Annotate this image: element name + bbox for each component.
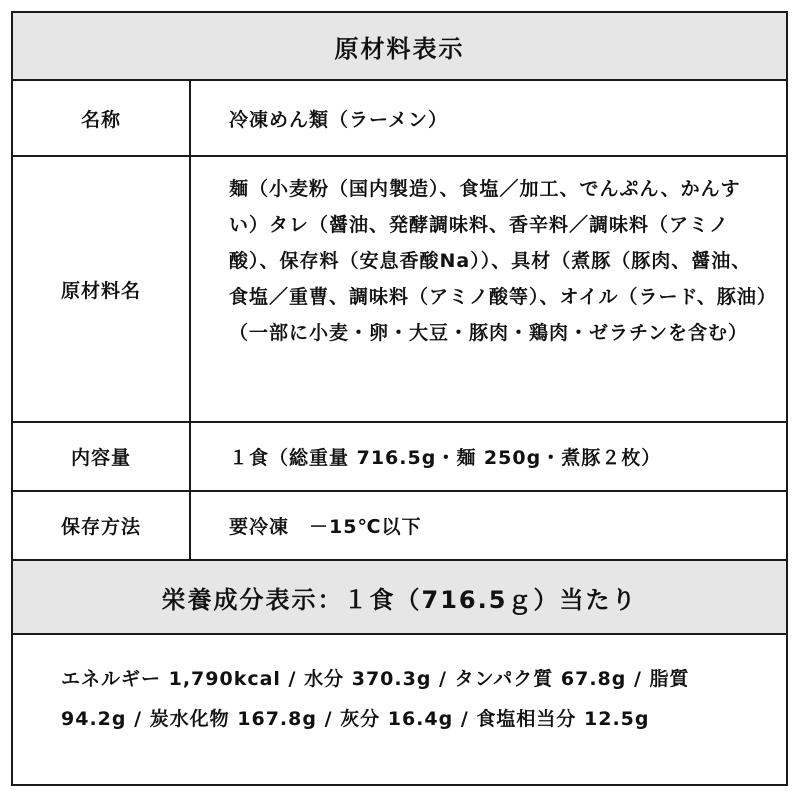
row-label-ingredients: 原材料名	[13, 157, 191, 421]
row-ingredients	[13, 157, 786, 423]
row-value-storage: 要冷凍 －15℃以下	[229, 516, 422, 538]
row-label-name: 名称	[13, 81, 191, 155]
row-product-name	[13, 81, 786, 157]
nutrition-header	[13, 561, 786, 635]
row-label-storage: 保存方法	[13, 492, 191, 559]
row-value-name: 冷凍めん類（ラーメン）	[229, 108, 449, 131]
ingredients-label-panel	[11, 11, 788, 786]
row-volume	[13, 423, 786, 492]
row-label-volume: 内容量	[13, 423, 191, 490]
ingredients-header-title: 原材料表示	[334, 34, 465, 63]
row-value-ingredients: 麺（小麦粉（国内製造）、食塩／加工、でんぷん、かんすい）タレ（醤油、発酵調味料、香辛料／調味料（アミノ酸）、保存料（安息香酸Na））、具材（煮豚（豚肉、醤油、食塩／重曹、調味料（アミノ酸等）、オイル（ラード、豚油）（一部に小麦・卵・大豆・豚肉・鶏肉・ゼラチンを含む）	[229, 178, 768, 344]
nutrition-header-title: 栄養成分表示：１食（716.5ｇ）当たり	[161, 585, 638, 614]
row-value-volume: １食（総重量 716.5g・麺 250g・煮豚２枚）	[229, 447, 662, 469]
row-storage	[13, 492, 786, 561]
ingredients-header	[13, 13, 786, 81]
nutrition-facts-text: エネルギー 1,790kcal / 水分 370.3g / タンパク質 67.8g / 脂質 94.2g / 炭水化物 167.8g / 灰分 16.4g / 食塩相当分 12.5g	[61, 668, 690, 730]
